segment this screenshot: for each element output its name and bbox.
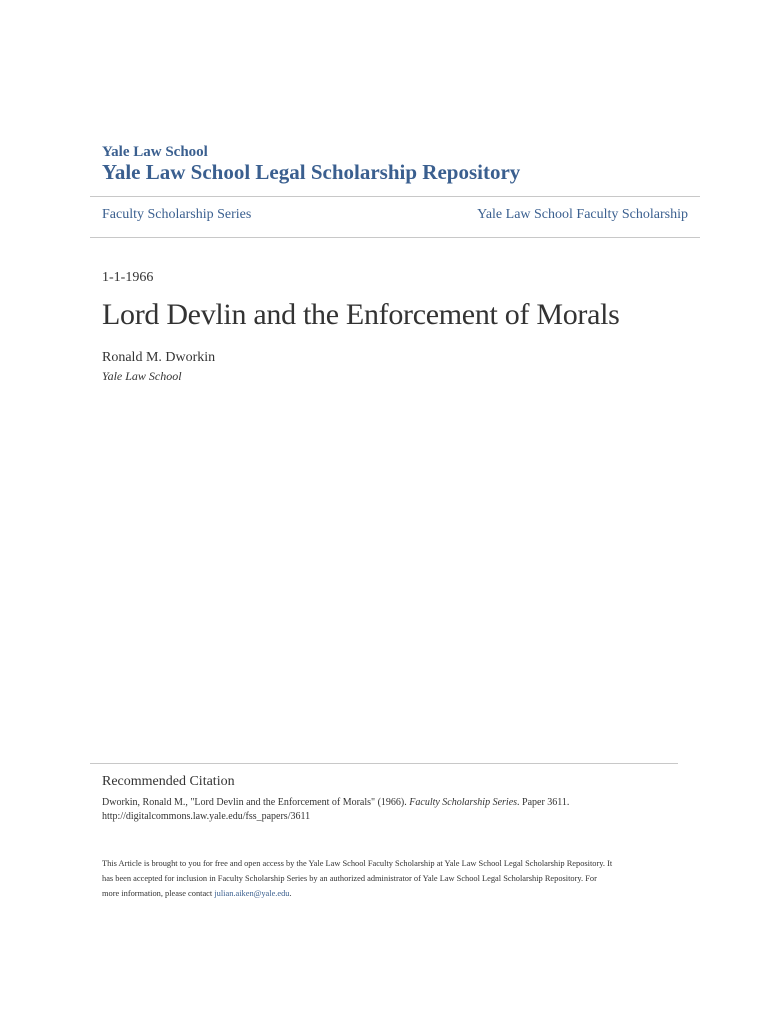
notice-line-1: This Article is brought to you for free and open access by the Yale Law School Faculty Scholarship at Yale Law School Legal Scholarship Repository. It xyxy=(102,859,613,868)
yale-faculty-scholarship-link[interactable]: Yale Law School Faculty Scholarship xyxy=(477,207,688,222)
faculty-scholarship-series-link[interactable]: Faculty Scholarship Series xyxy=(102,207,252,222)
citation-text-part2: . Paper 3611. xyxy=(517,797,570,808)
article-title: Lord Devlin and the Enforcement of Morals xyxy=(102,298,620,331)
institution-name[interactable]: Yale Law School xyxy=(102,144,208,160)
notice-line-2: has been accepted for inclusion in Faculty Scholarship Series by an authorized administrator of Yale Law School Legal Scholarship Repository. For xyxy=(102,874,597,883)
access-notice xyxy=(102,856,672,901)
author-affiliation: Yale Law School xyxy=(102,369,182,383)
header-divider-top xyxy=(90,196,700,197)
notice-line-3-suffix: . xyxy=(289,889,292,898)
recommended-citation-heading: Recommended Citation xyxy=(102,774,235,789)
contact-email-link[interactable]: julian.aiken@yale.edu xyxy=(214,889,290,898)
publication-date: 1-1-1966 xyxy=(102,270,154,285)
header-divider-bottom xyxy=(90,237,700,238)
citation-text xyxy=(102,796,682,824)
notice-line-3-prefix: more information, please contact xyxy=(102,889,215,898)
citation-text-part1: Dworkin, Ronald M., "Lord Devlin and the Enforcement of Morals" (1966). xyxy=(102,797,410,808)
repository-name[interactable]: Yale Law School Legal Scholarship Repository xyxy=(102,160,521,184)
citation-divider xyxy=(90,763,678,764)
author-name: Ronald M. Dworkin xyxy=(102,350,216,365)
citation-url[interactable]: http://digitalcommons.law.yale.edu/fss_papers/3611 xyxy=(102,811,311,822)
citation-series: Faculty Scholarship Series xyxy=(409,797,518,808)
